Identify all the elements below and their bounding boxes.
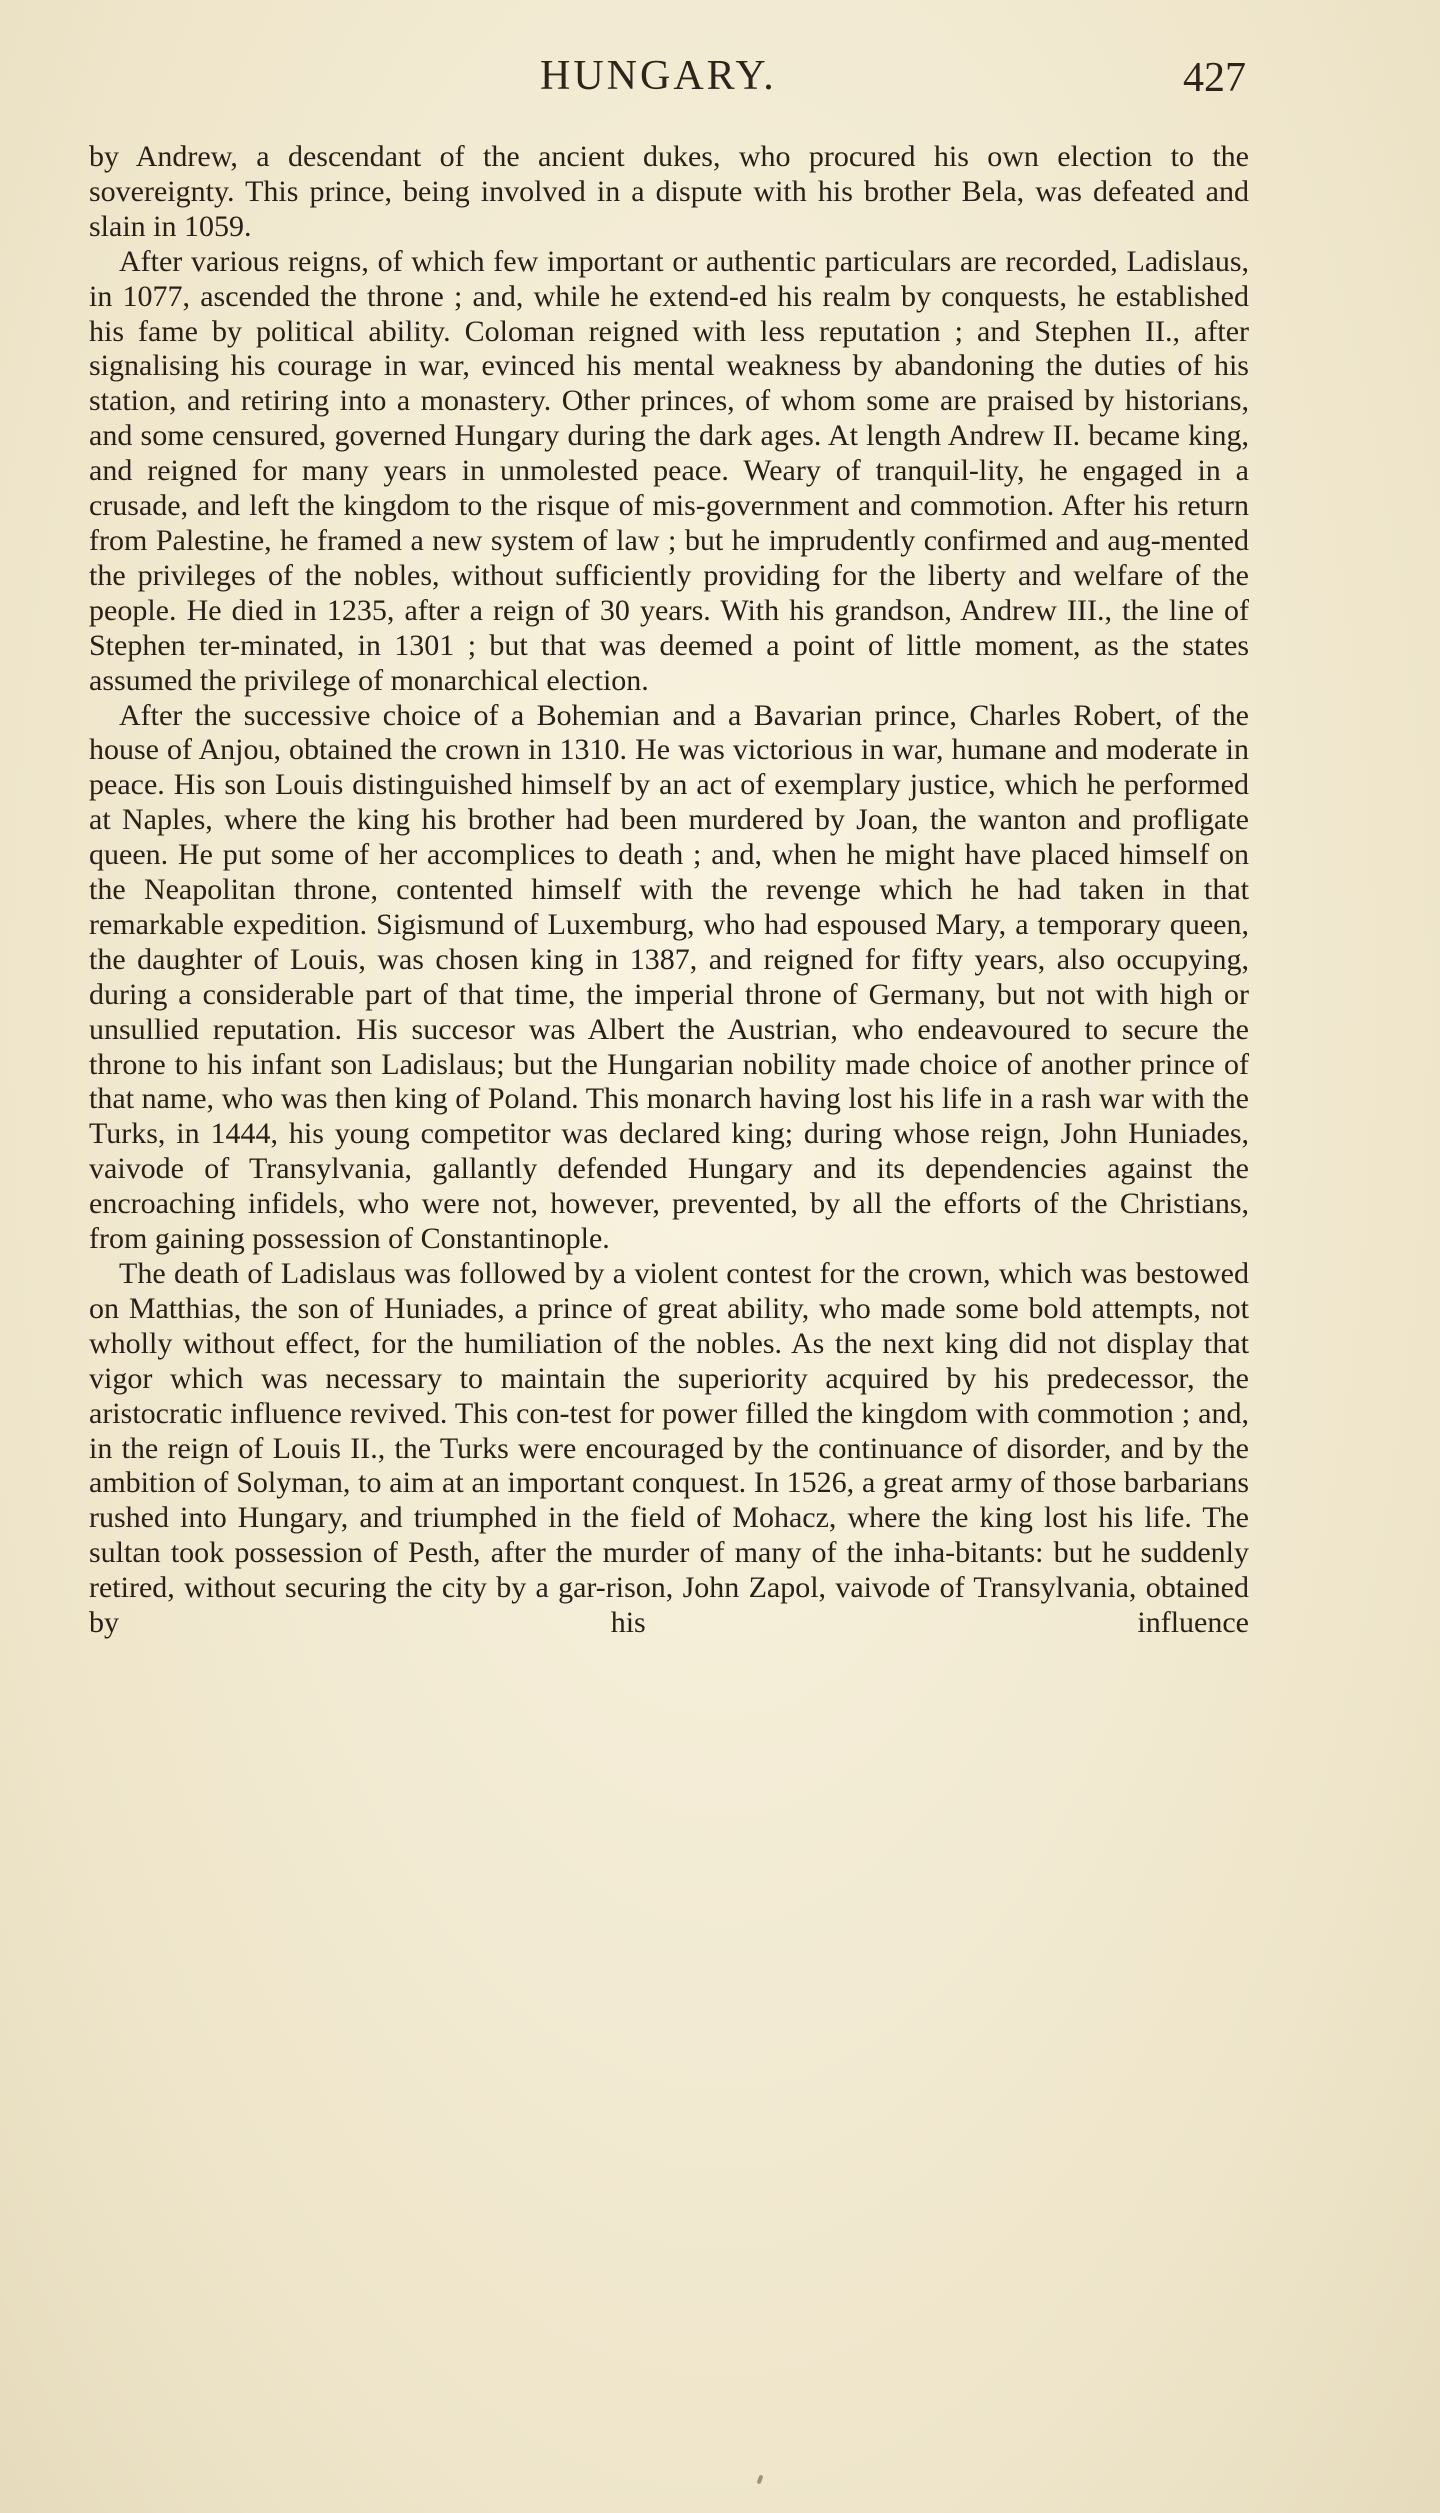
- running-head: HUNGARY.: [540, 53, 777, 99]
- body-text: [89, 140, 1249, 1641]
- paragraph-4: The death of Ladislaus was followed by a violent contest for the crown, which was bestowed on Matthias, the son of Huniades, a prince of great ability, who made some bold attempts, not wholly without effect, for the humiliation of the nobles. As the next king did not display that vigor which was necessary to maintain the superiority acquired by his predecessor, the aristocratic influence revived. This con-test for power filled the kingdom with commotion ; and, in the reign of Louis II., the Turks were encouraged by the continuance of disorder, and by the ambition of Solyman, to aim at an important conquest. In 1526, a great army of those barbarians rushed into Hungary, and triumphed in the field of Mohacz, where the king lost his life. The sultan took possession of Pesth, after the murder of many of the inha-bitants: but he suddenly retired, without securing the city by a gar-rison, John Zapol, vaivode of Transylvania, obtained by his influence: [89, 1257, 1249, 1640]
- page-number: 427: [1183, 55, 1246, 101]
- paragraph-1: by Andrew, a descendant of the ancient dukes, who procured his own election to the sovereignty. This prince, being involved in a dispute with his brother Bela, was defeated and slain in 1059.: [89, 140, 1249, 243]
- paragraph-3: After the successive choice of a Bohemian and a Bavarian prince, Charles Robert, of the house of Anjou, obtained the crown in 1310. He was victorious in war, humane and moderate in peace. His son Louis distinguished himself by an act of exemplary justice, which he performed at Naples, where the king his brother had been murdered by Joan, the wanton and profligate queen. He put some of her accomplices to death ; and, when he might have placed himself on the Neapolitan throne, contented himself with the revenge which he had taken in that remarkable expedition. Sigismund of Luxemburg, who had espoused Mary, a temporary queen, the daughter of Louis, was chosen king in 1387, and reigned for fifty years, also occupying, during a considerable part of that time, the imperial throne of Germany, but not with high or unsullied reputation. His succesor was Albert the Austrian, who endeavoured to secure the throne to his infant son Ladislaus; but the Hungarian nobility made choice of another prince of that name, who was then king of Poland. This monarch having lost his life in a rash war with the Turks, in 1444, his young competitor was declared king; during whose reign, John Huniades, vaivode of Transylvania, gallantly defended Hungary and its dependencies against the encroaching infidels, who were not, however, prevented, by all the efforts of the Christians, from gaining possession of Constantinople.: [89, 698, 1249, 1256]
- page-header: [0, 52, 1440, 112]
- paragraph-2: After various reigns, of which few important or authentic particulars are recorded, Ladislaus, in 1077, ascended the throne ; and, while he extend-ed his realm by conquests, he established his fame by political ability. Coloman reigned with less reputation ; and Stephen II., after signalising his courage in war, evinced his mental weakness by abandoning the duties of his station, and retiring into a monastery. Other princes, of whom some are praised by historians, and some censured, governed Hungary during the dark ages. At length Andrew II. became king, and reigned for many years in unmolested peace. Weary of tranquil-lity, he engaged in a crusade, and left the kingdom to the risque of mis-government and commotion. After his return from Palestine, he framed a new system of law ; but he imprudently confirmed and aug-mented the privileges of the nobles, without sufficiently providing for the liberty and welfare of the people. He died in 1235, after a reign of 30 years. With his grandson, Andrew III., the line of Stephen ter-minated, in 1301 ; but that was deemed a point of little moment, as the states assumed the privilege of monarchical election.: [89, 244, 1249, 697]
- paper-speck: [757, 2475, 764, 2485]
